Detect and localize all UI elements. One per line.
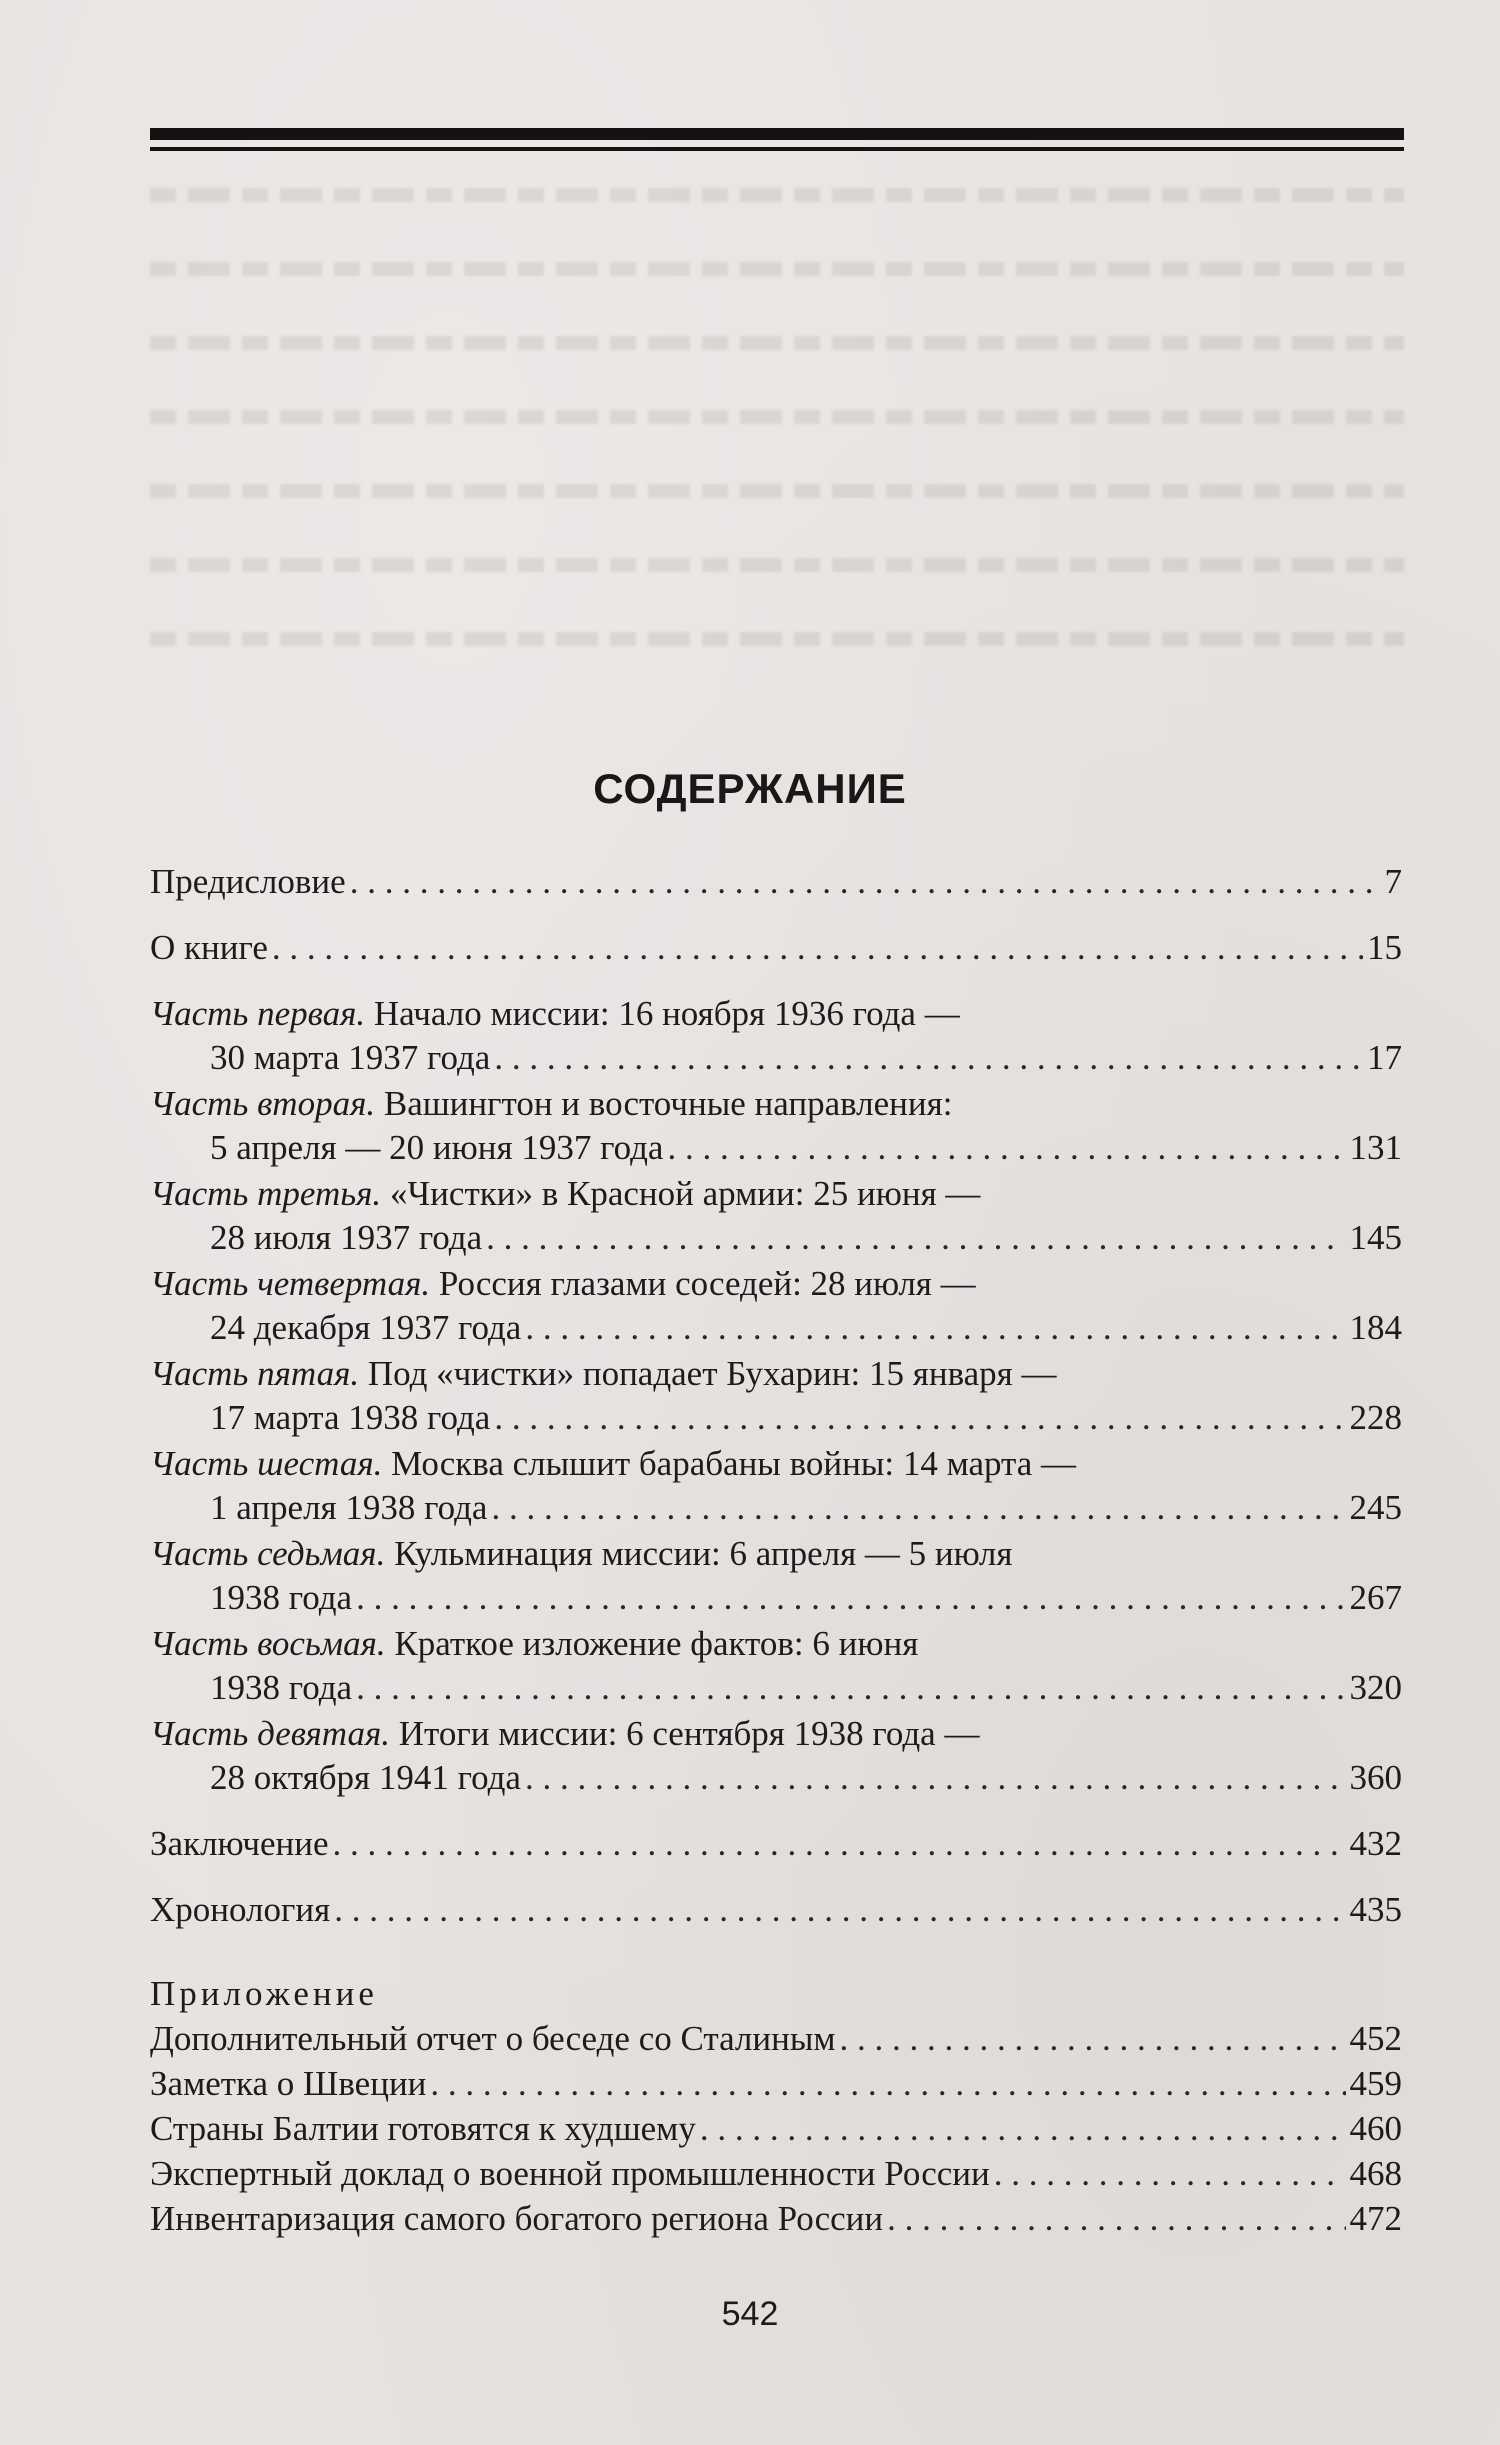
part-title: Вашингтон и восточные направления: — [383, 1084, 953, 1123]
part-title: Под «чистки» попадает Бухарин: 15 января — — [367, 1354, 1057, 1393]
part-page: 360 — [1349, 1758, 1402, 1797]
part-title-cont: 1 апреля 1938 года — [210, 1488, 488, 1527]
appendix-item-page: 459 — [1349, 2064, 1402, 2103]
part-title-cont: 17 марта 1938 года — [210, 1398, 491, 1437]
page-number: 542 — [721, 2295, 779, 2333]
page-title: СОДЕРЖАНИЕ — [593, 765, 907, 812]
part-label: Часть девятая. — [150, 1714, 390, 1753]
part-title-cont: 1938 года — [210, 1578, 353, 1617]
toc-entry-title: О книге — [150, 928, 268, 967]
toc-dot-leader — [356, 1576, 1345, 1620]
toc-entry-page: 7 — [1384, 862, 1402, 901]
appendix-item[interactable] — [150, 2061, 1402, 2106]
part-label: Часть первая. — [150, 994, 366, 1033]
appendix-item[interactable] — [150, 2151, 1402, 2196]
toc-part-3[interactable] — [150, 1172, 1402, 1260]
toc-part-4[interactable] — [150, 1262, 1402, 1350]
toc-part-2[interactable] — [150, 1082, 1402, 1170]
toc-entry-title: Хронология — [150, 1890, 331, 1929]
part-label: Часть четвертая. — [150, 1264, 431, 1303]
part-label: Часть седьмая. — [150, 1534, 386, 1573]
toc-dot-leader — [525, 1306, 1345, 1350]
toc-dot-leader — [667, 1126, 1345, 1170]
toc-dot-leader — [350, 860, 1381, 904]
part-title: Итоги миссии: 6 сентября 1938 года — — [398, 1714, 980, 1753]
appendix-heading: Приложение — [150, 1974, 378, 2013]
toc-part-5[interactable] — [150, 1352, 1402, 1440]
appendix-item-title: Инвентаризация самого богатого региона России — [150, 2199, 884, 2238]
appendix-item[interactable] — [150, 2106, 1402, 2151]
toc-dot-leader — [525, 1756, 1346, 1800]
appendix-item-page: 472 — [1349, 2199, 1402, 2238]
part-label: Часть шестая. — [150, 1444, 383, 1483]
appendix-item[interactable] — [150, 2016, 1402, 2061]
part-page: 184 — [1349, 1308, 1402, 1347]
toc-entry-about-book[interactable] — [150, 926, 1402, 970]
part-title-cont: 24 декабря 1937 года — [210, 1308, 522, 1347]
part-title-cont: 5 апреля — 20 июня 1937 года — [210, 1128, 664, 1167]
part-title-cont: 28 июля 1937 года — [210, 1218, 483, 1257]
toc-dot-leader — [272, 926, 1363, 970]
toc-dot-leader — [700, 2106, 1346, 2151]
toc-part-8[interactable] — [150, 1622, 1402, 1710]
toc-entry-chronology[interactable] — [150, 1888, 1402, 1932]
part-label: Часть вторая. — [150, 1084, 376, 1123]
toc-dot-leader — [356, 1666, 1345, 1710]
toc-dot-leader — [494, 1396, 1345, 1440]
part-page: 145 — [1349, 1218, 1402, 1257]
appendix-item-page: 452 — [1349, 2019, 1402, 2058]
toc-dot-leader — [994, 2151, 1346, 2196]
part-title-cont: 30 марта 1937 года — [210, 1038, 491, 1077]
toc-entry-conclusion[interactable] — [150, 1822, 1402, 1866]
part-label: Часть третья. — [150, 1174, 382, 1213]
appendix-item-title: Дополнительный отчет о беседе со Сталиным — [150, 2019, 836, 2058]
part-page: 267 — [1349, 1578, 1402, 1617]
part-title: Москва слышит барабаны войны: 14 марта — — [391, 1444, 1077, 1483]
bleed-through-text — [150, 188, 1404, 706]
part-title: Кульминация миссии: 6 апреля — 5 июля — [394, 1534, 1013, 1573]
part-page: 131 — [1349, 1128, 1402, 1167]
toc-dot-leader — [491, 1486, 1345, 1530]
part-title-cont: 28 октября 1941 года — [210, 1758, 521, 1797]
toc-entry-title: Предисловие — [150, 862, 346, 901]
appendix-item-page: 460 — [1349, 2109, 1402, 2148]
toc-part-1[interactable] — [150, 992, 1402, 1080]
part-label: Часть восьмая. — [150, 1624, 386, 1663]
part-label: Часть пятая. — [150, 1354, 360, 1393]
part-page: 245 — [1349, 1488, 1402, 1527]
header-rule-thick — [150, 128, 1404, 140]
toc-dot-leader — [486, 1216, 1345, 1260]
appendix-item-title: Заметка о Швеции — [150, 2064, 427, 2103]
appendix-item[interactable] — [150, 2196, 1402, 2241]
toc-part-6[interactable] — [150, 1442, 1402, 1530]
part-title: Россия глазами соседей: 28 июля — — [438, 1264, 976, 1303]
part-title: Начало миссии: 16 ноября 1936 года — — [373, 994, 960, 1033]
toc-entry-title: Заключение — [150, 1824, 329, 1863]
toc-entry-page: 15 — [1367, 928, 1402, 967]
part-title: «Чистки» в Красной армии: 25 июня — — [389, 1174, 981, 1213]
appendix-item-page: 468 — [1349, 2154, 1402, 2193]
toc-entry-page: 432 — [1349, 1824, 1402, 1863]
table-of-contents — [150, 860, 1402, 2241]
part-title: Краткое изложение фактов: 6 июня — [394, 1624, 919, 1663]
toc-dot-leader — [334, 1888, 1345, 1932]
appendix-item-title: Страны Балтии готовятся к худшему — [150, 2109, 696, 2148]
part-page: 17 — [1367, 1038, 1402, 1077]
toc-dot-leader — [494, 1036, 1363, 1080]
toc-entry-page: 435 — [1349, 1890, 1402, 1929]
appendix-item-title: Экспертный доклад о военной промышленности России — [150, 2154, 990, 2193]
part-page: 320 — [1349, 1668, 1402, 1707]
part-page: 228 — [1349, 1398, 1402, 1437]
toc-entry-preface[interactable] — [150, 860, 1402, 904]
part-title-cont: 1938 года — [210, 1668, 353, 1707]
toc-dot-leader — [333, 1822, 1346, 1866]
header-rule-thin — [150, 147, 1404, 151]
toc-part-9[interactable] — [150, 1712, 1402, 1800]
toc-part-7[interactable] — [150, 1532, 1402, 1620]
toc-dot-leader — [840, 2016, 1346, 2061]
toc-dot-leader — [430, 2061, 1345, 2106]
toc-dot-leader — [887, 2196, 1345, 2241]
